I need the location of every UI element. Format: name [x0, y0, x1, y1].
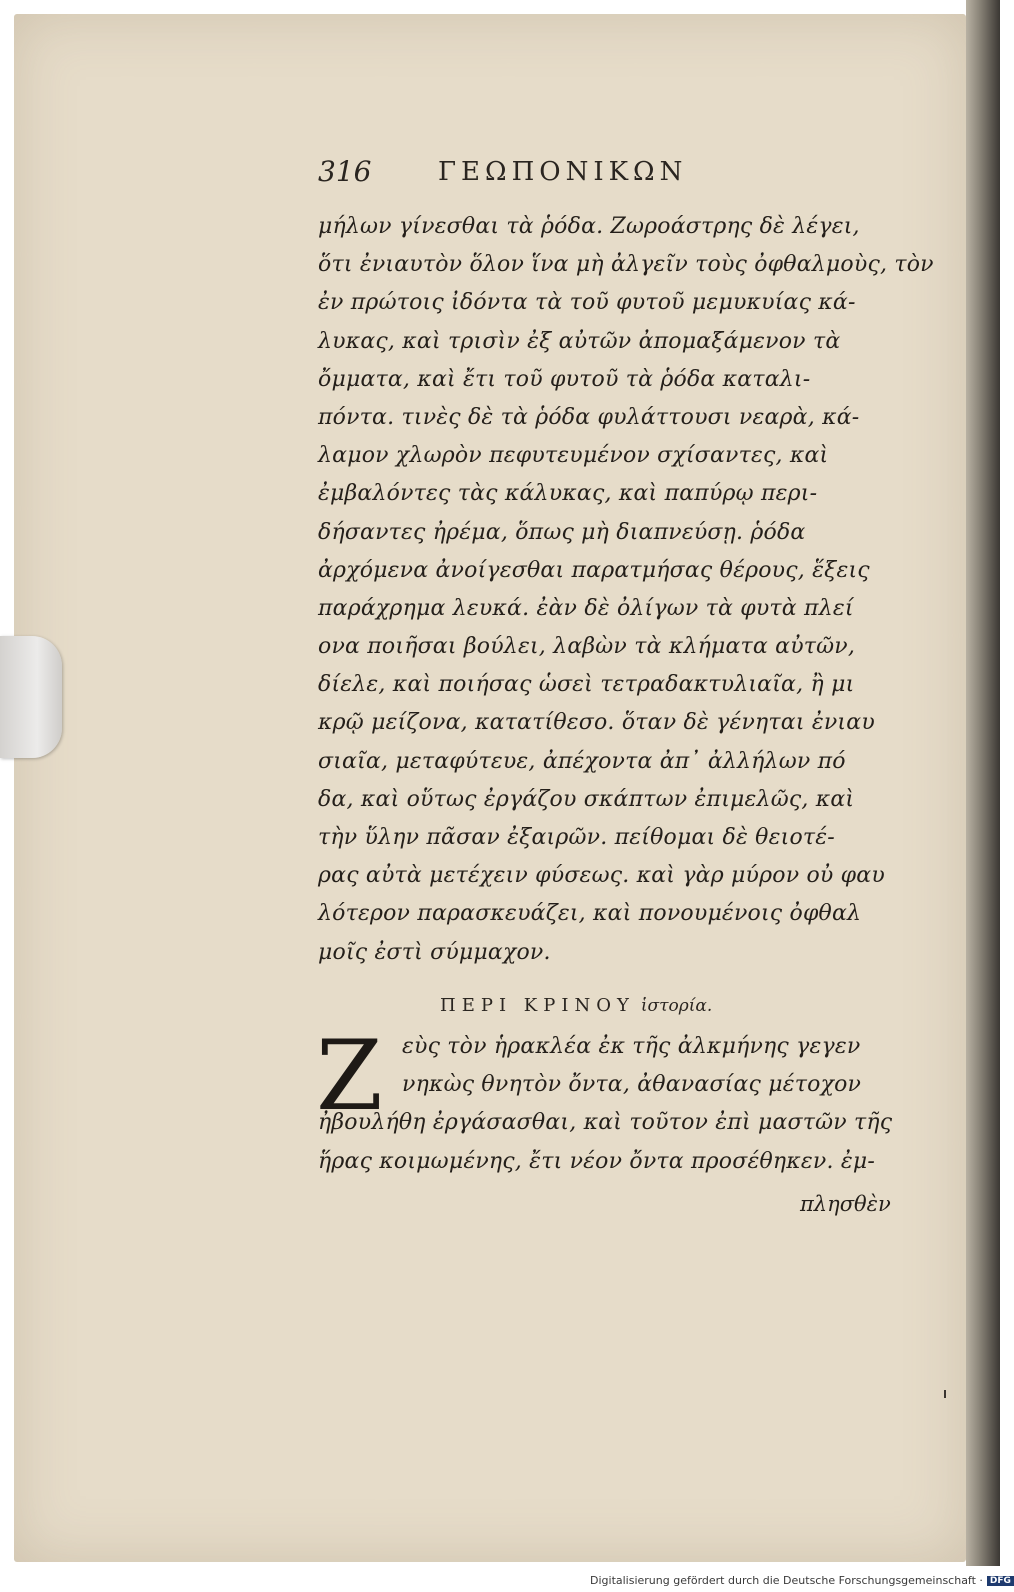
- text-line: ἠβουλήθη ἐργάσασθαι, καὶ τοῦτον ἐπὶ μαστῶν τῆς: [318, 1110, 893, 1136]
- page-edge-shadow: [966, 0, 1000, 1566]
- running-head: ΓΕΩΠΟΝΙΚΩΝ: [438, 157, 688, 187]
- text-line: δα, καὶ οὕτως ἐργάζου σκάπτων ἐπιμελῶς, καὶ: [318, 786, 855, 812]
- text-line: ἐν πρώτοις ἰδόντα τὰ τοῦ φυτοῦ μεμυκυίας κά-: [318, 290, 856, 316]
- section-heading: [440, 995, 712, 1016]
- text-line: νηκὼς θνητὸν ὄντα, ἀθανασίας μέτοχον: [402, 1072, 862, 1098]
- text-line: εὺς τὸν ἡρακλέα ἐκ τῆς ἀλκμήνης γεγεν: [402, 1034, 861, 1059]
- text-line: ἥρας κοιμωμένης, ἔτι νέον ὄντα προσέθηκεν. ἐμ-: [318, 1148, 876, 1174]
- text-line: ἐμβαλόντες τὰς κάλυκας, καὶ παπύρῳ περι-: [318, 481, 818, 507]
- text-line: κρῷ μείζονα, κατατίθεσο. ὅταν δὲ γένηται ἐνιαυ: [318, 710, 875, 736]
- body-text: [318, 208, 934, 972]
- text-line: ὄμματα, καὶ ἔτι τοῦ φυτοῦ τὰ ῥόδα καταλι-: [318, 366, 811, 392]
- ink-mark: [944, 1390, 946, 1398]
- section-body-text: [316, 1020, 918, 1181]
- page-header: [318, 155, 788, 195]
- page-clip: [0, 636, 62, 758]
- text-line: λαμον χλωρὸν πεφυτευμένον σχίσαντες, καὶ: [318, 443, 829, 469]
- text-line: ἀρχόμενα ἀνοίγεσθαι παρατμήσας θέρους, ἕξεις: [318, 557, 870, 583]
- text-line: μήλων γίνεσθαι τὰ ῥόδα. Ζωροάστρης δὲ λέγει,: [318, 214, 860, 239]
- text-line: ὅτι ἐνιαυτὸν ὅλον ἵνα μὴ ἀλγεῖν τοὺς ὀφθαλμοὺς, τὸν: [318, 252, 934, 278]
- text-line: λότερον παρασκευάζει, καὶ πονουμένοις ὀφθαλ: [318, 901, 862, 927]
- text-line: τὴν ὕλην πᾶσαν ἐξαιρῶν. πείθομαι δὲ θειοτέ-: [318, 825, 835, 850]
- dfg-logo: DFG: [987, 1576, 1014, 1586]
- text-line: δήσαντες ἠρέμα, ὅπως μὴ διαπνεύσῃ. ῥόδα: [318, 519, 806, 545]
- text-line: δίελε, καὶ ποιήσας ὡσεὶ τετραδακτυλιαῖα, ἢ μι: [318, 672, 855, 698]
- text-line: πόντα. τινὲς δὲ τὰ ῥόδα φυλάττουσι νεαρὰ, κά-: [318, 404, 860, 430]
- text-line: μοῖς ἐστὶ σύμμαχον.: [318, 939, 551, 965]
- digitization-credit: [590, 1574, 1014, 1587]
- catchword: πλησθὲν: [800, 1192, 891, 1216]
- drop-cap: Z: [316, 1020, 383, 1132]
- page-number: 316: [318, 155, 372, 188]
- text-line: ρας αὐτὰ μετέχειν φύσεως. καὶ γὰρ μύρον οὐ φαυ: [318, 863, 885, 889]
- text-line: λυκας, καὶ τρισὶν ἐξ αὐτῶν ἀπομαξάμενον τὰ: [318, 328, 841, 354]
- text-line: σιαῖα, μεταφύτευε, ἀπέχοντα ἀπ᾽ ἀλλήλων πό: [318, 748, 846, 774]
- text-line: ονα ποιῆσαι βούλει, λαβὼν τὰ κλήματα αὐτῶν,: [318, 634, 856, 660]
- text-line: παράχρημα λευκά. ἐὰν δὲ ὀλίγων τὰ φυτὰ πλεί: [318, 595, 854, 621]
- section-heading-suffix: ἱστορία.: [640, 996, 713, 1016]
- section-heading-title: ΠΕΡΙ ΚΡΙΝΟΥ: [440, 995, 635, 1016]
- credit-text: Digitalisierung gefördert durch die Deutsche Forschungsgemeinschaft ·: [590, 1574, 983, 1587]
